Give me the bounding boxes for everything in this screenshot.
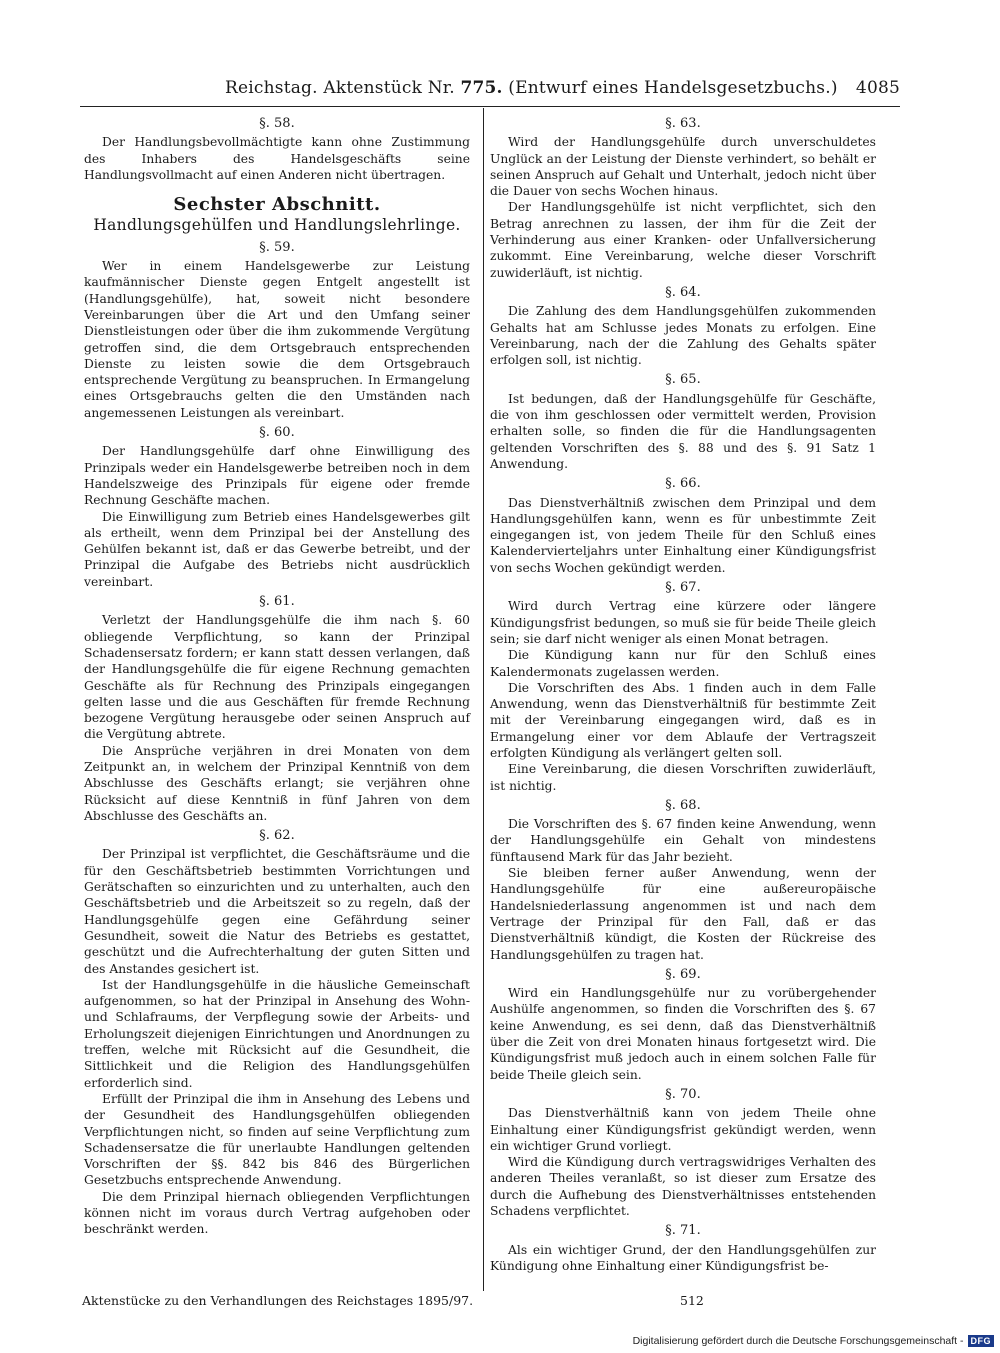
paragraph: Die dem Prinzipal hiernach obliegenden Verpflichtungen können nicht im voraus durch Vertrag aufgehoben oder beschränkt werden.: [84, 1189, 470, 1237]
section-heading: §. 64.: [665, 284, 701, 300]
section-heading: §. 65.: [665, 372, 701, 388]
paragraph: Erfüllt der Prinzipal die ihm in Ansehung des Lebens und der Gesundheit des Handlungsgehülfen obliegenden Verpflichtungen nicht, so finden auf seine Verpflichtung zum Schadensersatze die für unerlaubte Handlungen geltenden Vorschriften der §§. 842 bis 846 des Bürgerlichen Gesetzbuchs entsprechende Anwendung.: [84, 1091, 470, 1188]
section-heading: §. 61.: [259, 594, 295, 610]
header-title-suffix: (Entwurf eines Handelsgesetzbuchs.): [508, 78, 838, 98]
paragraph: Als ein wichtiger Grund, der den Handlungsgehülfen zur Kündigung ohne Einhaltung einer Kündigungsfrist be-: [490, 1242, 876, 1273]
paragraph: Sie bleiben ferner außer Anwendung, wenn der Handlungsgehülfe für eine außereuropäische Handelsniederlassung angenommen ist und nach dem Vertrage der Prinzipal für den Fall, daß er das Dienstverhältniß kündigt, die Kosten der Rückreise des Handlungsgehülfen zu tragen hat.: [490, 866, 876, 962]
section-heading: §. 59.: [259, 239, 295, 255]
paragraph: Die Ansprüche verjähren in drei Monaten von dem Zeitpunkt an, in welchem der Prinzipal Kenntniß von dem Abschlusse des Geschäfts erlangt; sie verjähren ohne Rücksicht auf diese Kenntniß in fünf Jahren von dem Abschlusse des Geschäfts an.: [84, 743, 470, 823]
right-column: [490, 112, 876, 1274]
header-document-number: 775.: [460, 78, 503, 98]
header-rule: [80, 106, 900, 107]
paragraph: Die Kündigung kann nur für den Schluß eines Kalendermonats zugelassen werden.: [490, 648, 876, 679]
section-heading: §. 71.: [665, 1223, 701, 1239]
paragraph: Wer in einem Handelsgewerbe zur Leistung kaufmännischer Dienste gegen Entgelt angestellt ist (Handlungsgehülfe), hat, soweit nicht besondere Vereinbarungen über die Art und den Umfang seiner Dienstleistungen oder über die ihm zukommende Vergütung getroffen sind, die dem Ortsgebrauch entsprechenden Dienste zu leisten sowie die dem Ortsgebrauch entsprechende Vergütung zu beanspruchen. In Ermangelung eines Ortsgebrauchs gelten die den Umständen nach angemessenen Leistungen als vereinbart.: [84, 259, 470, 420]
header-title-prefix: Reichstag. Aktenstück Nr.: [225, 78, 455, 98]
paragraph: Ist bedungen, daß der Handlungsgehülfe für Geschäfte, die von ihm geschlossen oder vermittelt werden, Provision erhalten solle, so finden die für die Handlungsagenten geltenden Vorschriften des §. 88 und des §. 91 Satz 1 Anwendung.: [490, 391, 876, 471]
paragraph: Der Prinzipal ist verpflichtet, die Geschäftsräume und die für den Geschäftsbetrieb bestimmten Vorrichtungen und Gerätschaften so einzurichten und zu unterhalten, auch den Geschäftsbetrieb und die Arbeitszeit so zu regeln, daß der Handlungsgehülfe gegen eine Gefährdung seiner Gesundheit, soweit die Natur des Betriebs es gestattet, geschützt und die Aufrechterhaltung der guten Sitten und des Anstandes gesichert ist.: [84, 847, 470, 976]
footer-folio: 512: [680, 1293, 704, 1308]
section-heading: §. 69.: [665, 966, 701, 982]
footer-source: Aktenstücke zu den Verhandlungen des Reichstages 1895/97.: [82, 1293, 474, 1308]
paragraph: Wird durch Vertrag eine kürzere oder längere Kündigungsfrist bedungen, so muß sie für beide Theile gleich sein; sie darf nicht weniger als einen Monat betragen.: [490, 599, 876, 646]
chapter-title: Sechster Abschnitt.: [173, 194, 381, 216]
section-heading: §. 68.: [665, 797, 701, 813]
paragraph: Der Handlungsgehülfe darf ohne Einwilligung des Prinzipals weder ein Handelsgewerbe betreiben noch in dem Handelszweige des Prinzipals für eigene oder fremde Rechnung Geschäfte machen.: [84, 444, 470, 508]
paragraph: Wird ein Handlungsgehülfe nur zu vorübergehender Aushülfe angenommen, so finden die Vorschriften des §. 67 keine Anwendung, es sei denn, daß das Dienstverhältniß über die Zeit von drei Monaten hinaus fortgesetzt wird. Die Kündigungsfrist muß jedoch auch in einem solchen Falle für beide Theile gleich sein.: [490, 986, 876, 1082]
paragraph: Der Handlungsbevollmächtigte kann ohne Zustimmung des Inhabers des Handelsgeschäfts seine Handlungsvollmacht auf einen Anderen nicht übertragen.: [84, 135, 470, 182]
running-header: [80, 78, 900, 104]
column-divider: [483, 108, 484, 1291]
paragraph: Die Vorschriften des Abs. 1 finden auch in dem Falle Anwendung, wenn das Dienstverhältniß für bestimmte Zeit mit der Vereinbarung eingegangen wird, daß es in Ermangelung einer vor dem Ablaufe der Vertragszeit erfolgten Kündigung als verlängert gelten soll.: [490, 680, 876, 760]
chapter-subtitle: Handlungsgehülfen und Handlungslehrlinge.: [93, 216, 461, 235]
paragraph: Die Vorschriften des §. 67 finden keine Anwendung, wenn der Handlungsgehülfe ein Gehalt von mindestens fünftausend Mark für das Jahr bezieht.: [490, 817, 876, 864]
section-heading: §. 58.: [259, 116, 295, 131]
paragraph: Wird die Kündigung durch vertragswidriges Verhalten des anderen Theiles veranlaßt, so ist dieser zum Ersatze des durch die Aufhebung des Dienstverhältnisses entstehenden Schadens verpflichtet.: [490, 1155, 876, 1218]
header-title: [225, 78, 838, 98]
digitization-credit: [633, 1335, 994, 1347]
section-heading: §. 63.: [665, 116, 701, 131]
paragraph: Der Handlungsgehülfe ist nicht verpflichtet, sich den Betrag anrechnen zu lassen, der ihm für die Zeit der Verhinderung aus einer Kranken- oder Unfallversicherung zukommt. Eine Vereinbarung, welche dieser Vorschrift zuwiderläuft, ist nichtig.: [490, 200, 876, 280]
left-column: [84, 112, 470, 1238]
section-heading: §. 70.: [665, 1086, 701, 1102]
paragraph: Das Dienstverhältniß zwischen dem Prinzipal und dem Handlungsgehülfen kann, wenn es für unbestimmte Zeit eingegangen ist, von jedem Theile für den Schluß eines Kalendervierteljahrs unter Einhaltung einer Kündigungsfrist von sechs Wochen gekündigt werden.: [490, 495, 876, 575]
paragraph: Die Zahlung des dem Handlungsgehülfen zukommenden Gehalts hat am Schlusse jedes Monats zu erfolgen. Eine Vereinbarung, nach der die Zahlung des Gehalts später erfolgen soll, ist nichtig.: [490, 304, 876, 368]
header-page-number: 4085: [855, 78, 900, 98]
paragraph: Verletzt der Handlungsgehülfe die ihm nach §. 60 obliegende Verpflichtung, so kann der Prinzipal Schadensersatz fordern; er kann statt dessen verlangen, daß der Handlungsgehülfe die für eigene Rechnung gemachten Geschäfte als für Rechnung des Prinzipals eingegangen gelten lasse und die aus Geschäften für fremde Rechnung bezogene Vergütung herausgebe oder seinen Anspruch auf die Vergütung abtrete.: [84, 613, 470, 742]
paragraph: Ist der Handlungsgehülfe in die häusliche Gemeinschaft aufgenommen, so hat der Prinzipal in Ansehung des Wohn- und Schlafraums, der Verpflegung sowie der Arbeits- und Erholungszeit diejenigen Einrichtungen und Anordnungen zu treffen, welche mit Rücksicht auf die Gesundheit, die Sittlichkeit und die Religion des Handlungsgehülfen erforderlich sind.: [84, 977, 470, 1090]
paragraph: Eine Vereinbarung, die diesen Vorschriften zuwiderläuft, ist nichtig.: [490, 762, 876, 793]
section-heading: §. 66.: [665, 476, 701, 492]
paragraph: Die Einwilligung zum Betrieb eines Handelsgewerbes gilt als ertheilt, wenn dem Prinzipal bei der Anstellung des Gehülfen bekannt ist, daß er das Gewerbe betreibt, und der Prinzipal die Aufgabe des Betriebs nicht ausdrücklich vereinbart.: [84, 509, 470, 589]
paragraph: Wird der Handlungsgehülfe durch unverschuldetes Unglück an der Leistung der Dienste verhindert, so behält er seinen Anspruch auf Gehalt und Unterhalt, jedoch nicht über die Dauer von sechs Wochen hinaus.: [490, 135, 876, 199]
credit-text: Digitalisierung gefördert durch die Deutsche Forschungsgemeinschaft -: [632, 1335, 964, 1347]
paragraph: Das Dienstverhältniß kann von jedem Theile ohne Einhaltung einer Kündigungsfrist gekündigt werden, wenn ein wichtiger Grund vorliegt.: [490, 1106, 876, 1153]
section-heading: §. 62.: [259, 828, 295, 844]
section-heading: §. 60.: [259, 425, 295, 441]
dfg-logo-icon: DFG: [968, 1335, 995, 1347]
section-heading: §. 67.: [665, 580, 701, 596]
